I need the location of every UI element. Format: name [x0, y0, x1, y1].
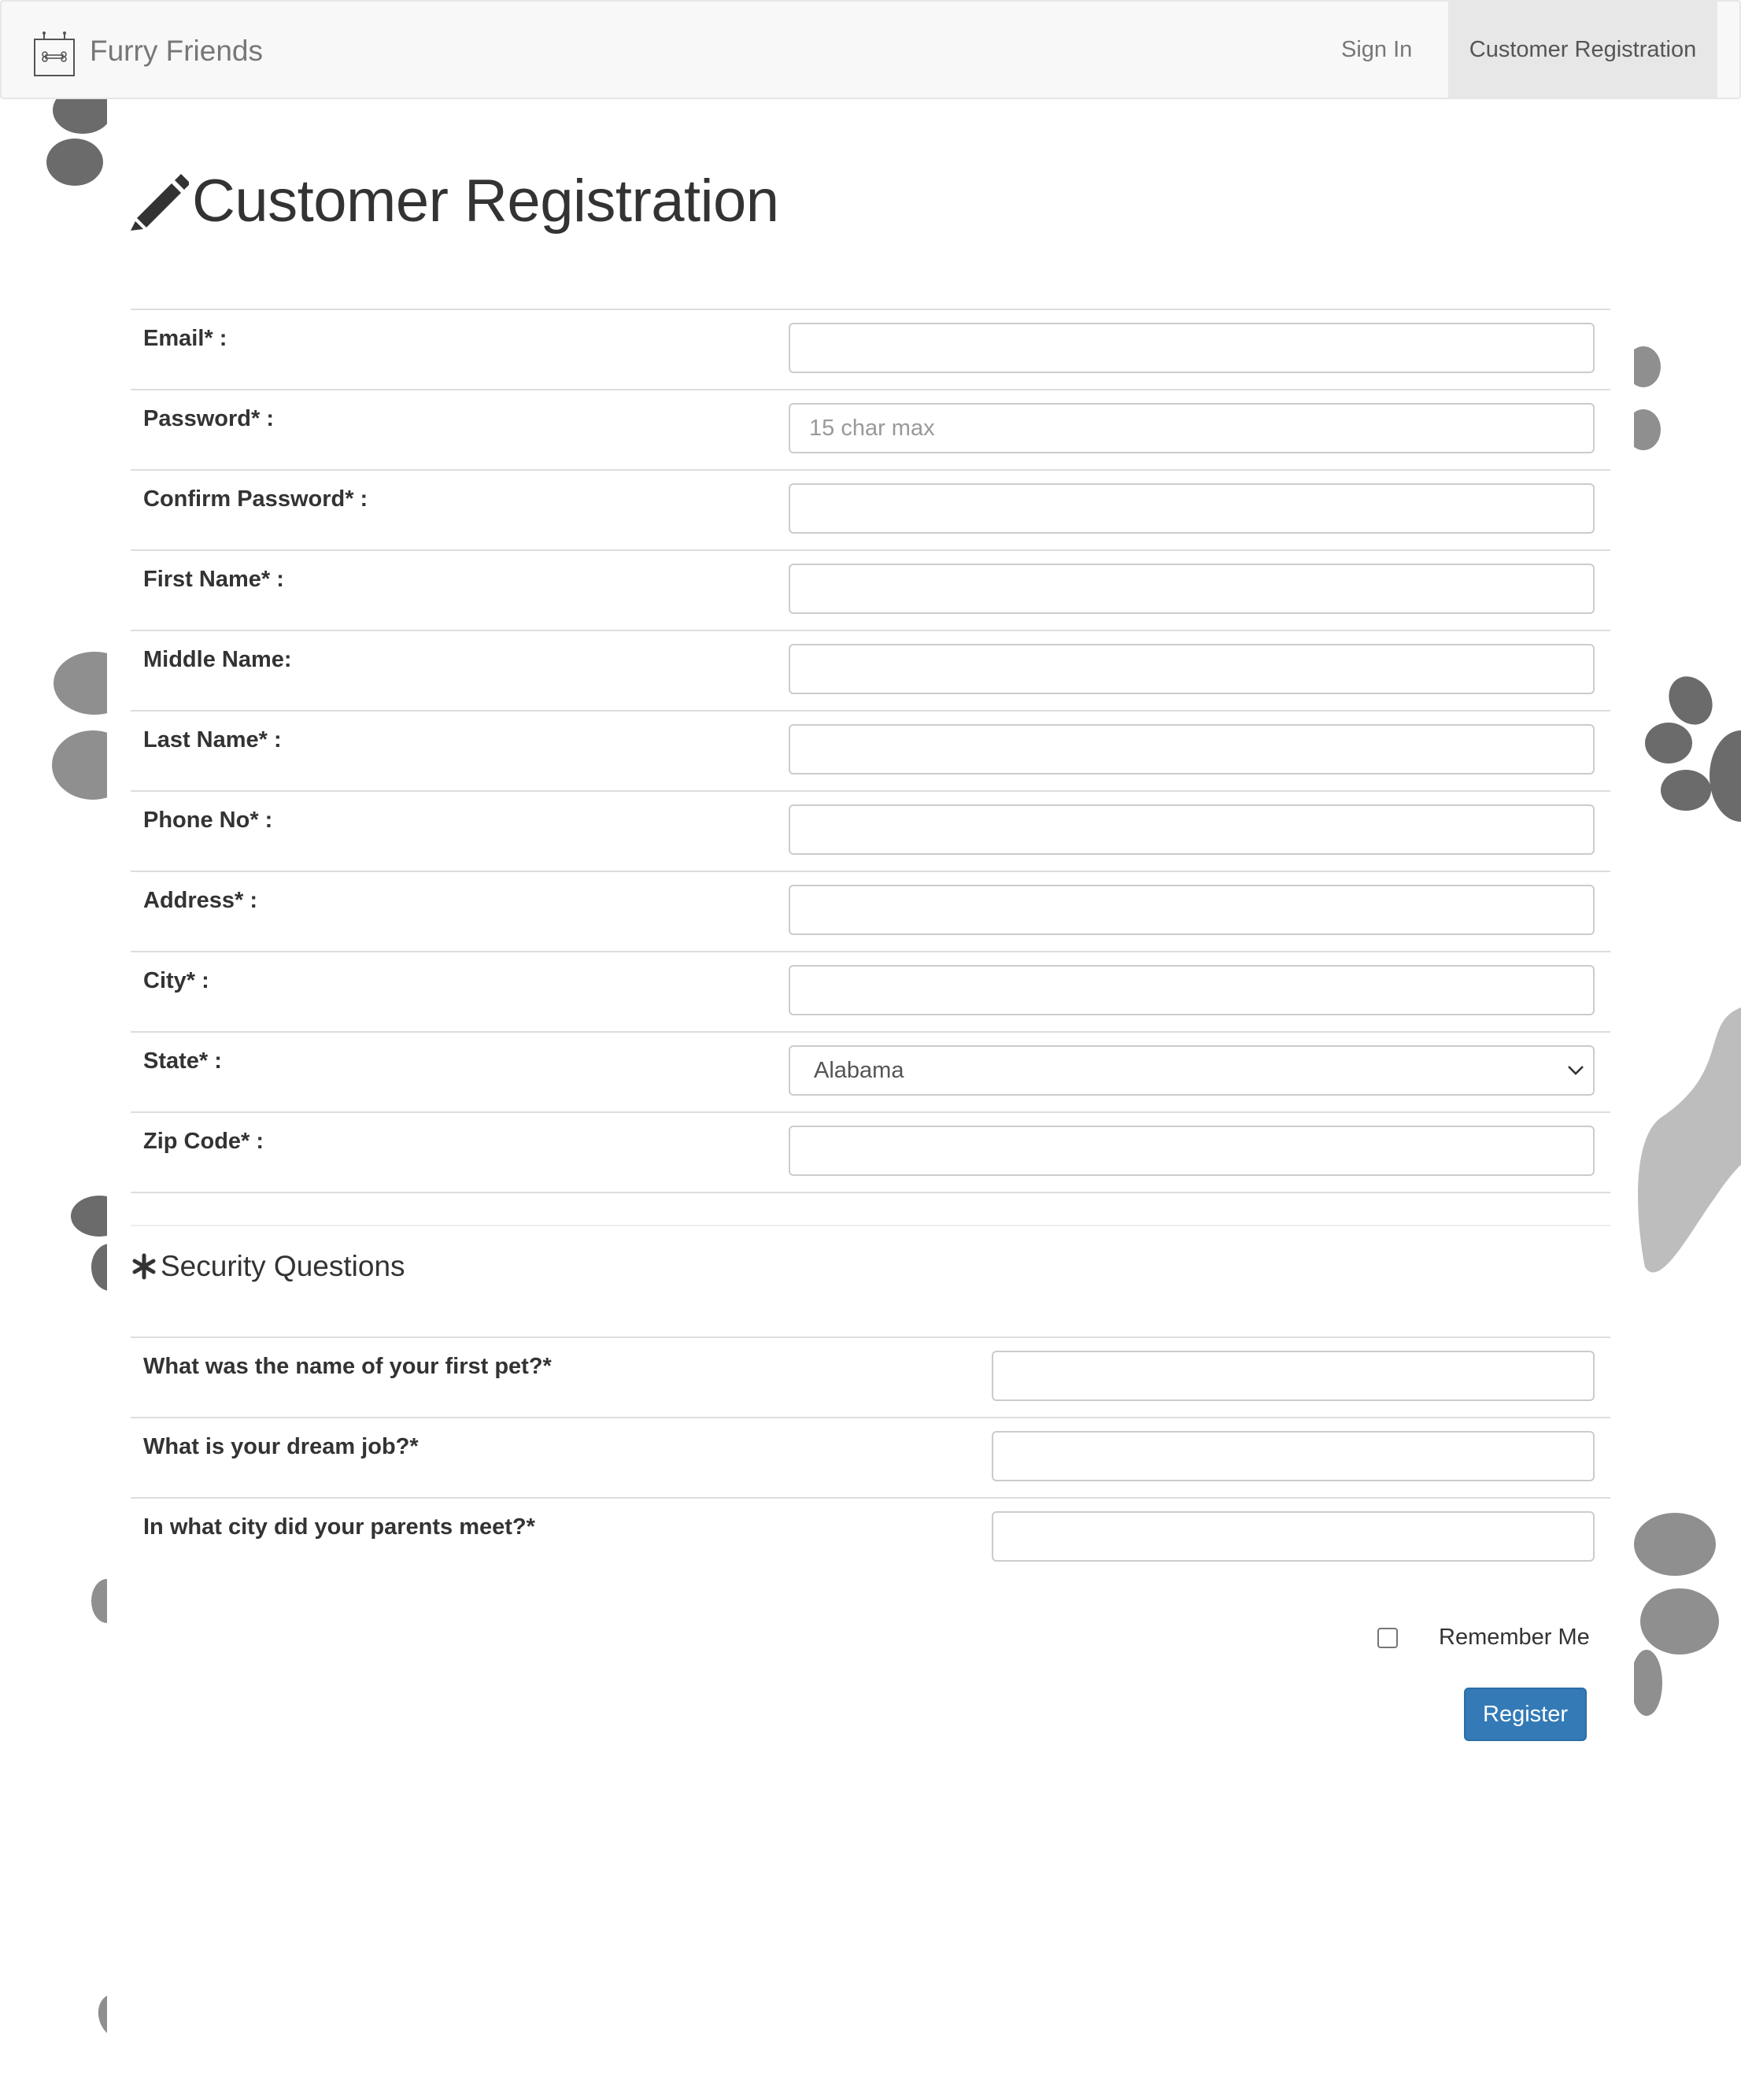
form-row-zip — [131, 1111, 1610, 1192]
email-field[interactable] — [789, 323, 1595, 373]
remember-me-label[interactable]: Remember Me — [1439, 1625, 1590, 1650]
form-row-phone — [131, 790, 1610, 871]
last-name-label: Last Name* : — [143, 727, 282, 752]
first-pet-label: What was the name of your first pet?* — [143, 1354, 552, 1379]
remember-me-checkbox[interactable] — [1377, 1628, 1398, 1648]
form-row-middle-name — [131, 630, 1610, 710]
dream-job-field[interactable] — [992, 1431, 1595, 1481]
brand-name[interactable]: Furry Friends — [90, 35, 263, 67]
pencil-icon — [131, 171, 189, 231]
page-title: Customer Registration — [192, 167, 779, 235]
security-row-parents-city — [131, 1497, 1610, 1577]
form-row-spacer — [131, 1192, 1610, 1225]
zip-label: Zip Code* : — [143, 1129, 264, 1154]
middle-name-label: Middle Name: — [143, 647, 292, 672]
address-label: Address* : — [143, 888, 258, 913]
last-name-field[interactable] — [789, 724, 1595, 775]
security-row-first-pet — [131, 1337, 1610, 1417]
form-row-password — [131, 389, 1610, 469]
first-name-field[interactable] — [789, 564, 1595, 614]
remember-me-group — [1377, 1625, 1590, 1651]
security-section-header — [131, 1250, 405, 1283]
form-row-city — [131, 951, 1610, 1031]
security-section-title: Security Questions — [161, 1250, 405, 1282]
middle-name-field[interactable] — [789, 644, 1595, 694]
email-label: Email* : — [143, 326, 227, 351]
state-select[interactable] — [789, 1045, 1595, 1096]
first-name-label: First Name* : — [143, 567, 284, 592]
confirm-password-label: Confirm Password* : — [143, 486, 368, 512]
top-navbar — [0, 0, 1741, 99]
form-row-address — [131, 871, 1610, 951]
form-row-first-name — [131, 549, 1610, 630]
form-row-last-name — [131, 710, 1610, 790]
confirm-password-field[interactable] — [789, 483, 1595, 534]
dream-job-label: What is your dream job?* — [143, 1434, 419, 1459]
state-label: State* : — [143, 1048, 222, 1074]
city-label: City* : — [143, 968, 209, 993]
form-row-confirm-password — [131, 469, 1610, 549]
phone-label: Phone No* : — [143, 808, 273, 833]
form-divider — [131, 1225, 1610, 1226]
register-button[interactable]: Register — [1464, 1688, 1587, 1741]
security-row-dream-job — [131, 1417, 1610, 1497]
asterisk-icon — [131, 1253, 157, 1280]
city-field[interactable] — [789, 965, 1595, 1015]
form-row-email — [131, 309, 1610, 389]
nav-sign-in[interactable]: Sign In — [1341, 37, 1413, 62]
zip-field[interactable] — [789, 1126, 1595, 1176]
page-header — [131, 157, 779, 244]
parents-city-field[interactable] — [992, 1511, 1595, 1562]
first-pet-field[interactable] — [992, 1351, 1595, 1401]
parents-city-label: In what city did your parents meet?* — [143, 1514, 535, 1540]
password-label: Password* : — [143, 406, 274, 431]
nav-customer-registration[interactable]: Customer Registration — [1448, 2, 1717, 98]
registration-form — [131, 309, 1610, 1226]
phone-field[interactable] — [789, 804, 1595, 855]
security-questions-form — [131, 1337, 1610, 1577]
password-field[interactable] — [789, 403, 1595, 453]
form-row-state — [131, 1031, 1610, 1111]
dog-bone-sign-icon[interactable] — [33, 31, 76, 77]
address-field[interactable] — [789, 885, 1595, 935]
